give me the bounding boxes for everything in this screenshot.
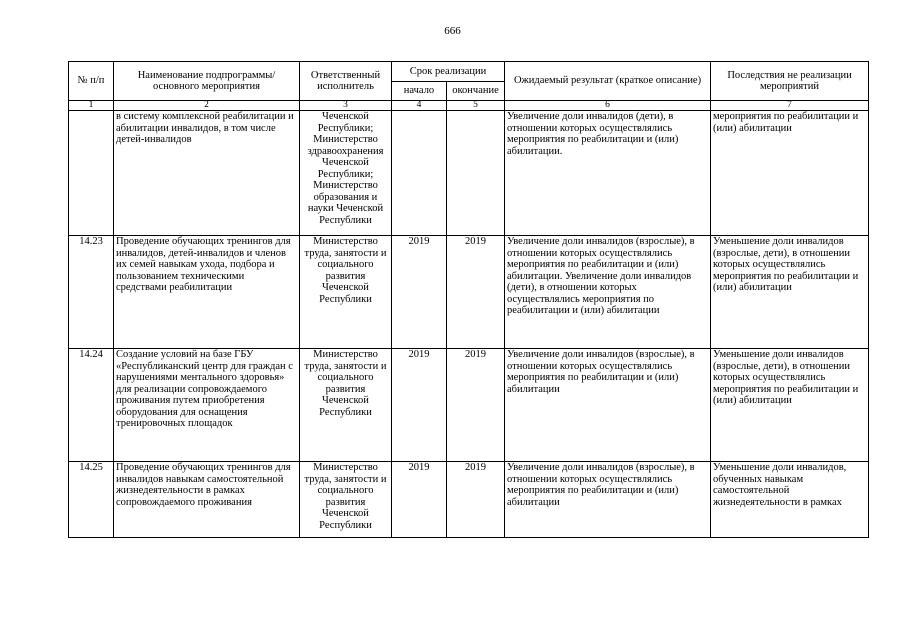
column-number: 5 xyxy=(447,101,505,111)
row-result: Увеличение доли инвалидов (взрослые), в отношении которых осуществлялись мероприятия по реабилитации и (или) абилитации. Увеличение доли инвалидов (дети), в отношении которых осуществлялись мероприятия по реабилитации и (или) абилитации xyxy=(505,236,711,349)
row-executor: Чеченской Республики; Министерство здравоохранения Чеченской Республики; Министерство образования и науки Чеченской Республики xyxy=(300,111,392,236)
header-name: Наименование подпрограммы/ основного мероприятия xyxy=(114,62,300,101)
header-start: начало xyxy=(392,82,447,101)
row-start: 2019 xyxy=(392,462,447,538)
table-row xyxy=(69,349,869,462)
row-end: 2019 xyxy=(447,349,505,462)
row-name: в систему комплексной реабилитации и абилитации инвалидов, в том числе детей-инвалидов xyxy=(114,111,300,236)
header-row xyxy=(69,62,869,82)
row-number: 14.25 xyxy=(69,462,114,538)
row-consequence: Уменьшение доли инвалидов (взрослые, дети), в отношении которых осуществлялись мероприятия по реабилитации и (или) абилитации xyxy=(711,349,869,462)
column-number: 1 xyxy=(69,101,114,111)
row-name: Проведение обучающих тренингов для инвалидов, детей-инвалидов и членов их семей навыкам ухода, подбора и пользованием техническими средствами реабилитации xyxy=(114,236,300,349)
table-row xyxy=(69,111,869,236)
column-number: 6 xyxy=(505,101,711,111)
column-number: 4 xyxy=(392,101,447,111)
row-result: Увеличение доли инвалидов (дети), в отношении которых осуществлялись мероприятия по реабилитации и (или) абилитации. xyxy=(505,111,711,236)
row-start: 2019 xyxy=(392,236,447,349)
row-start: 2019 xyxy=(392,349,447,462)
row-consequence: Уменьшение доли инвалидов, обученных навыкам самостоятельной жизнедеятельности в рамках xyxy=(711,462,869,538)
header-result: Ожидаемый результат (краткое описание) xyxy=(505,62,711,101)
row-number xyxy=(69,111,114,236)
table-row xyxy=(69,462,869,538)
row-consequence: Уменьшение доли инвалидов (взрослые, дети), в отношении которых осуществлялись мероприятия по реабилитации и (или) абилитации xyxy=(711,236,869,349)
row-executor: Министерство труда, занятости и социального развития Чеченской Республики xyxy=(300,462,392,538)
row-executor: Министерство труда, занятости и социального развития Чеченской Республики xyxy=(300,349,392,462)
row-result: Увеличение доли инвалидов (взрослые), в отношении которых осуществлялись мероприятия по реабилитации и (или) абилитации xyxy=(505,462,711,538)
row-number: 14.24 xyxy=(69,349,114,462)
row-end: 2019 xyxy=(447,462,505,538)
row-name: Создание условий на базе ГБУ «Республиканский центр для граждан с нарушениями ментального здоровья» для реализации сопровождаемого проживания путем приобретения оборудования для оснащения тренировочных площадок xyxy=(114,349,300,462)
row-end xyxy=(447,111,505,236)
row-consequence: мероприятия по реабилитации и (или) абилитации xyxy=(711,111,869,236)
row-start xyxy=(392,111,447,236)
column-number: 7 xyxy=(711,101,869,111)
row-name: Проведение обучающих тренингов для инвалидов навыкам самостоятельной жизнедеятельности в рамках сопровождаемого проживания xyxy=(114,462,300,538)
header-term: Срок реализации xyxy=(392,62,505,82)
column-number-row xyxy=(69,101,869,111)
program-table xyxy=(68,61,869,538)
row-end: 2019 xyxy=(447,236,505,349)
page-number: 666 xyxy=(444,25,461,37)
column-number: 3 xyxy=(300,101,392,111)
header-end: окончание xyxy=(447,82,505,101)
row-result: Увеличение доли инвалидов (взрослые), в отношении которых осуществлялись мероприятия по реабилитации и (или) абилитации xyxy=(505,349,711,462)
header-executor: Ответственный исполнитель xyxy=(300,62,392,101)
header-number: № п/п xyxy=(69,62,114,101)
table-row xyxy=(69,236,869,349)
header-consequence: Последствия не реализации мероприятий xyxy=(711,62,869,101)
column-number: 2 xyxy=(114,101,300,111)
row-number: 14.23 xyxy=(69,236,114,349)
row-executor: Министерство труда, занятости и социального развития Чеченской Республики xyxy=(300,236,392,349)
